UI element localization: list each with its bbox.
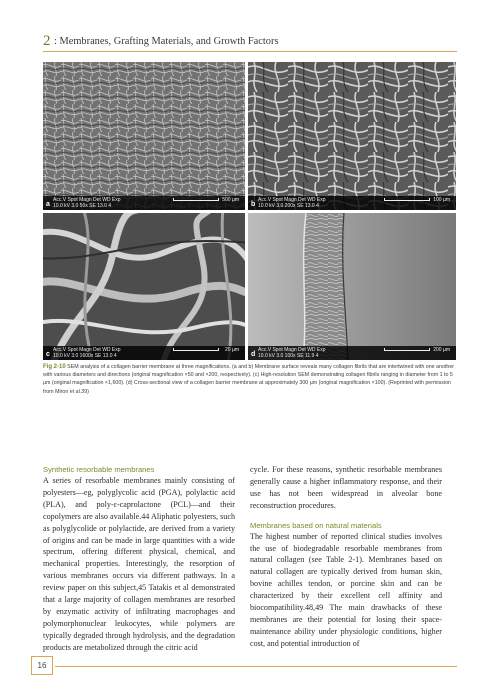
left-column: [43, 464, 235, 654]
scale-bar: [384, 198, 430, 201]
databar-line-2: 10.0 kV 3.0 50x SE 13.0 4: [53, 203, 112, 209]
caption-text: SEM analysis of a collagen barrier membrane at three magnifications. (a and b) Membrane surface reveals many collagen fibrils that are intertwined with one another with various diameters and directions (original magnification ×50 and ×200, respectively). (c) High-resolution SEM demonstrating collagen fibrils ranging in diameter from 1 to 5 µm (original magnification ×1,600). (d) Cross-sectional view of a collagen barrier membrane at approximately 300 µm (original magnification ×100). (Reprinted with permission from Miron et al.39): [43, 364, 455, 395]
panel-letter-b: b: [251, 201, 256, 208]
scale-label: 500 µm: [222, 197, 239, 203]
sem-image-d: [248, 213, 456, 360]
sem-panel-d: [248, 213, 456, 360]
databar-line-1: Acc.V Spot Magn Det WD Exp: [258, 347, 326, 353]
figure-2-10: [43, 62, 456, 360]
section-heading-synthetic: Synthetic resorbable membranes: [43, 465, 155, 474]
scale-label: 200 µm: [433, 347, 450, 353]
sem-panel-a: [43, 62, 245, 210]
databar-line-1: Acc.V Spot Magn Det WD Exp: [53, 347, 121, 353]
footer-rule: [55, 666, 457, 667]
panel-letter-c: c: [46, 351, 50, 358]
chapter-number: 2: [43, 33, 51, 49]
scale-bar: [173, 198, 219, 201]
figure-label: Fig 2-10: [43, 364, 66, 370]
body-paragraph-continued: cycle. For these reasons, synthetic resorbable membranes generally cause a higher inflammatory response, and their use has not been widespread in alveolar bone reconstruction procedures.: [250, 465, 442, 510]
scale-bar: [173, 348, 219, 351]
right-column: [250, 464, 442, 650]
sem-panel-c: [43, 213, 245, 360]
databar-line-1: Acc.V Spot Magn Det WD Exp: [53, 197, 121, 203]
body-paragraph: A series of resorbable membranes mainly consisting of polyesters—eg, polyglycolic acid (PGA), polylactic acid (PLA), and poly-ε-caprolactone (PCL)—and their copolymers are also available.44 Aliphatic polyesters, such as polyglycolide or polylactide, are derived from a variety of origins and can be made in large quantities with a wide spectrum, offering different physical, chemical, and mechanical properties. Interestingly, the resorption of various membranes occurs via different pathways. In a review paper on this subject,45 Tatakis et al demonstrated that a large majority of collagen membranes are resorbed by enzymatic activity of infiltrating macrophages and polymorphonuclear leukocytes, while polymers are typically degraded through hydrolysis, and the degradation products are metabolized through the citric acid: [43, 476, 235, 652]
sem-panel-b: [248, 62, 456, 210]
section-heading-natural: Membranes based on natural materials: [250, 520, 382, 530]
chapter-title: : Membranes, Grafting Materials, and Growth Factors: [54, 36, 279, 47]
databar-line-1: Acc.V Spot Magn Det WD Exp: [258, 197, 326, 203]
sem-image-c: [43, 213, 245, 360]
sem-image-a: [43, 62, 245, 210]
sem-image-b: [248, 62, 456, 210]
scale-bar: [384, 348, 430, 351]
body-paragraph: The highest number of reported clinical studies involves the use of biodegradable resorbable membranes from natural collagen (see Table 2-1). Membranes based on natural collagen are typically derived from human skin, bovine achilles tendon, or porcine skin and can be characterized by their excellent cell affinity and biocompatibility.48,49 The main drawbacks of these membranes are their potential for losing their space-maintenance ability under physiologic conditions, higher cost, and potential introduction of: [250, 531, 442, 648]
scale-label: 20 µm: [225, 347, 239, 353]
header-rule: [43, 51, 457, 52]
page-number: 16: [31, 656, 53, 675]
databar-line-2: 10.0 kV 3.0 200x SE 13.0 4: [258, 203, 319, 209]
scale-label: 100 µm: [433, 197, 450, 203]
figure-caption: [43, 363, 457, 396]
databar-line-2: 10.0 kV 3.0 100x SE 11.9 4: [258, 353, 319, 359]
databar-line-2: 10.0 kV 3.0 1600x SE 13.0 4: [53, 353, 117, 359]
panel-letter-d: d: [251, 351, 256, 358]
panel-letter-a: a: [46, 201, 50, 208]
